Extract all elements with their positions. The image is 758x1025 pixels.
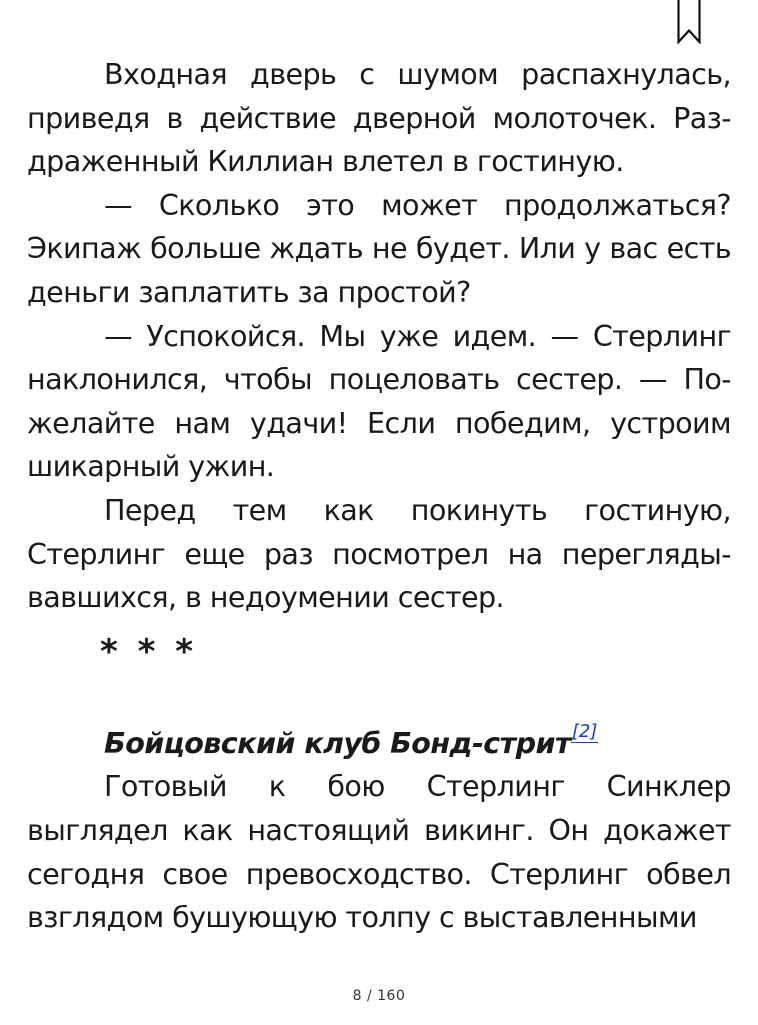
chapter-heading bbox=[27, 722, 731, 766]
paragraph: — Сколько это может продолжаться? Экипаж больше ждать не будет. Или у вас есть деньги заплатить за простой? bbox=[27, 187, 731, 309]
paragraph: — Успокойся. Мы уже идем. — Стерлинг наклонился, чтобы поцеловать сестер. — По-желайте нам удачи! Если победим, устроим шикарный ужин. bbox=[27, 318, 731, 484]
section-separator: * * * bbox=[100, 631, 198, 672]
bookmark-icon-shape bbox=[677, 0, 701, 44]
page-content bbox=[27, 53, 731, 940]
page-indicator: 8 / 160 bbox=[352, 988, 406, 1004]
paragraph: Перед тем как покинуть гостиную, Стерлинг еще раз посмотрел на перегляды-вавшихся, в недоумении сестер. bbox=[27, 492, 731, 615]
paragraph: Готовый к бою Стерлинг Синклер выглядел как настоящий викинг. Он докажет сегодня свое превосходство. Стерлинг обвел взглядом бушующую толпу с выставленными bbox=[27, 769, 731, 935]
paragraph: Входная дверь с шумом распахнулась, приведя в действие дверной молоточек. Раз-драженный Киллиан влетел в гостиную. bbox=[27, 57, 731, 179]
footnote-link[interactable]: [2] bbox=[571, 720, 598, 742]
chapter-title: Бойцовский клуб Бонд-стрит bbox=[104, 725, 571, 760]
bookmark-icon[interactable] bbox=[677, 0, 701, 44]
